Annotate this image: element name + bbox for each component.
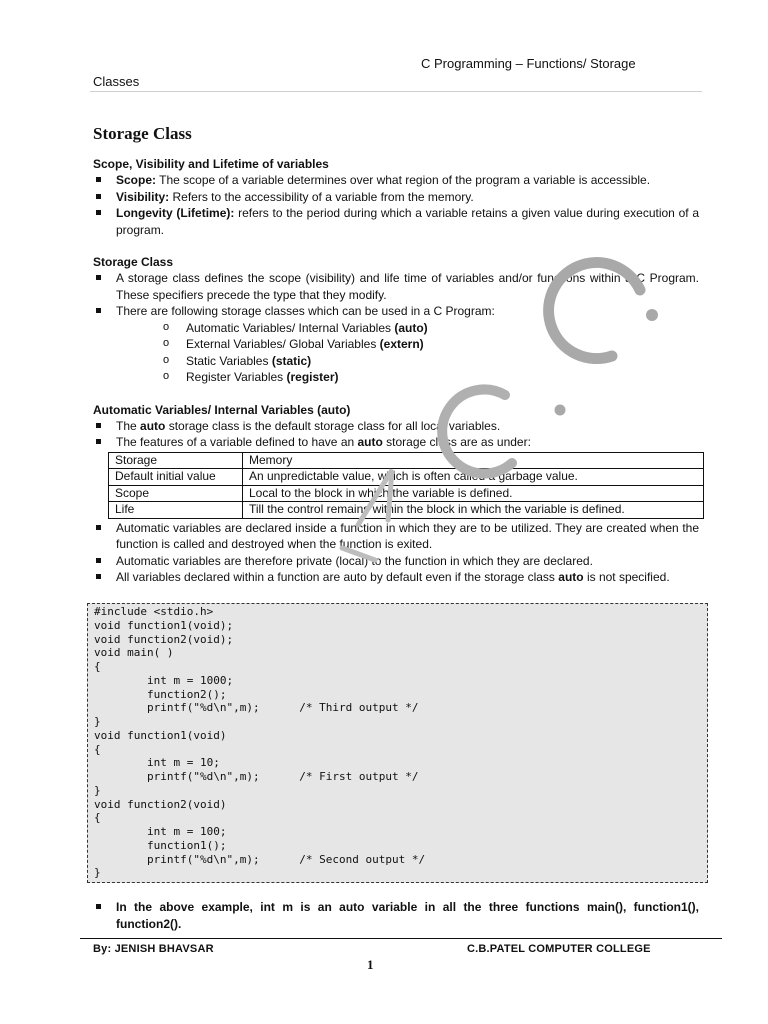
term-visibility: Visibility: [116, 189, 170, 204]
list-item: A storage class defines the scope (visibility) and life time of variables and/or functions within a C Program. These specifiers precede the type that they modify. [93, 270, 699, 303]
auto-list-continued [93, 520, 699, 586]
page-number: 1 [367, 957, 374, 972]
list-item: o Register Variables (register) [163, 369, 699, 386]
auto-features-table [108, 452, 704, 519]
code-listing: #include <stdio.h> void function1(void); void function2(void); void main( ) { int m = 1000; function2(); printf("%d\n",m); /* Third output */ } void function1(void) { int m = 10; printf("%d\n",m); /* First output */ } void function2(void) { int m = 100; function1(); printf("%d\n",m); /* Second output */ } [94, 605, 426, 880]
term-scope: Scope: [116, 173, 157, 187]
table-cell: Local to the block in which the variable is defined. [243, 485, 704, 502]
after-code-section [93, 899, 699, 932]
scope-list [93, 172, 699, 238]
header-title-line2: Classes [93, 74, 140, 89]
section-heading-storage-class: Storage Class [93, 255, 174, 269]
table-cell: Storage [109, 452, 243, 469]
term-longevity: Longevity (Lifetime): [116, 206, 235, 220]
definition-text: Refers to the accessibility of a variable from the memory. [169, 189, 474, 204]
list-item [93, 205, 699, 238]
header-title-line1: C Programming – Functions/ Storage [421, 56, 636, 71]
section-heading-auto: Automatic Variables/ Internal Variables (auto) [93, 402, 351, 417]
list-item: o External Variables/ Global Variables (extern) [163, 336, 699, 353]
table-cell: Life [109, 502, 243, 519]
table-cell: Scope [109, 485, 243, 502]
list-item [93, 189, 699, 206]
storage-class-types [163, 320, 699, 386]
table-row [109, 502, 704, 519]
table-row [109, 452, 704, 469]
definition-text: refers to the period during which a variable retains a given value during execution of a program. [116, 206, 699, 237]
page-title: Storage Class [93, 124, 192, 143]
table-cell: Default initial value [109, 469, 243, 486]
code-block [87, 603, 708, 883]
footer-author: By: JENISH BHAVSAR [93, 943, 214, 955]
list-item: Automatic variables are therefore private (local) to the function in which they are declared. [93, 553, 699, 570]
list-item: There are following storage classes which can be used in a C Program: [93, 303, 699, 320]
list-item: o Automatic Variables/ Internal Variables (auto) [163, 320, 699, 337]
header-divider [90, 91, 702, 92]
table-cell: Till the control remains within the block in which the variable is defined. [243, 502, 704, 519]
table-row [109, 469, 704, 486]
list-item: o Static Variables (static) [163, 353, 699, 370]
after-code-list [93, 899, 699, 932]
table-cell: An unpredictable value, which is often called a garbage value. [243, 469, 704, 486]
list-item: In the above example, int m is an auto variable in all the three functions main(), function1(), function2(). [93, 899, 699, 932]
list-item [93, 172, 699, 189]
table-cell: Memory [243, 452, 704, 469]
section-heading-scope: Scope, Visibility and Lifetime of variables [93, 157, 329, 171]
main-content [93, 124, 699, 586]
list-item: All variables declared within a function are auto by default even if the storage class auto is not specified. [93, 569, 699, 586]
list-item: The features of a variable defined to have an auto storage class are as under: [93, 434, 699, 451]
list-item: Automatic variables are declared inside a function in which they are to be utilized. They are created when the function is called and destroyed when the function is exited. [93, 520, 699, 553]
definition-text: The scope of a variable determines over what region of the program a variable is accessible. [156, 173, 651, 187]
table-row [109, 485, 704, 502]
list-item: The auto storage class is the default storage class for all local variables. [93, 418, 699, 435]
footer-divider [80, 938, 722, 939]
auto-list [93, 418, 699, 451]
footer-college: C.B.PATEL COMPUTER COLLEGE [467, 943, 651, 955]
storage-class-list [93, 270, 699, 320]
